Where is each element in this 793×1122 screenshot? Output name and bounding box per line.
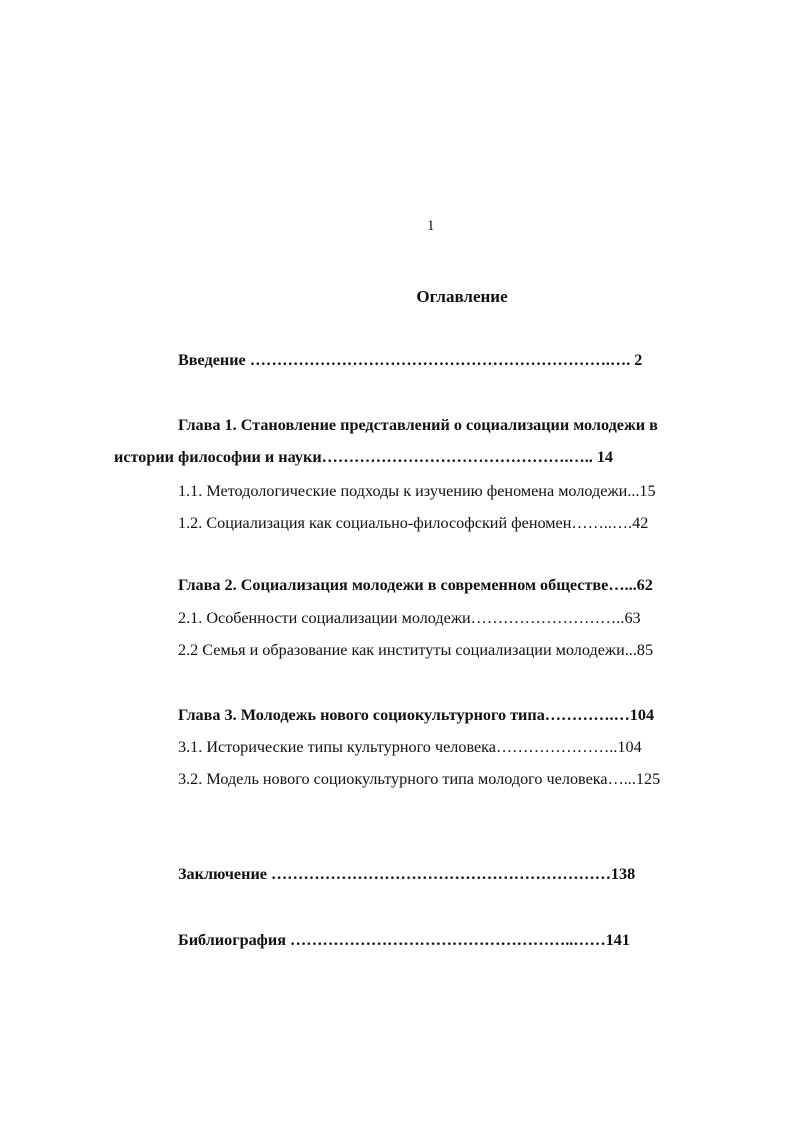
toc-entry-introduction: Введение ………………………………………………………….…. 2 xyxy=(178,351,643,369)
toc-section-2-1: 2.1. Особенности социализации молодежи………………………..63 xyxy=(178,609,641,627)
toc-section-2-2: 2.2 Семья и образование как институты социализации молодежи...85 xyxy=(178,641,654,659)
toc-section-1-2: 1.2. Социализация как социально-философский феномен……..….42 xyxy=(178,514,649,532)
toc-title: Оглавление xyxy=(416,287,508,306)
toc-chapter-3-heading: Глава 3. Молодежь нового социокультурного типа………….…104 xyxy=(178,706,655,724)
toc-chapter-1-heading-line-2: истории философии и науки……………………………………….….. 14 xyxy=(114,448,614,466)
toc-entry-bibliography: Библиография ……………………………………………..……141 xyxy=(178,931,630,949)
toc-chapter-2-heading: Глава 2. Социализация молодежи в современном обществе…...62 xyxy=(178,576,653,594)
toc-section-3-1: 3.1. Исторические типы культурного человека…………………..104 xyxy=(178,738,642,756)
toc-section-1-1: 1.1. Методологические подходы к изучению феномена молодежи...15 xyxy=(178,482,656,500)
toc-chapter-1-heading-line-1: Глава 1. Становление представлений о социализации молодежи в xyxy=(178,416,658,434)
toc-entry-conclusion: Заключение ………………………………………………………138 xyxy=(178,865,636,883)
toc-section-3-2: 3.2. Модель нового социокультурного типа молодого человека…...125 xyxy=(178,770,661,788)
page-number: 1 xyxy=(427,218,435,234)
